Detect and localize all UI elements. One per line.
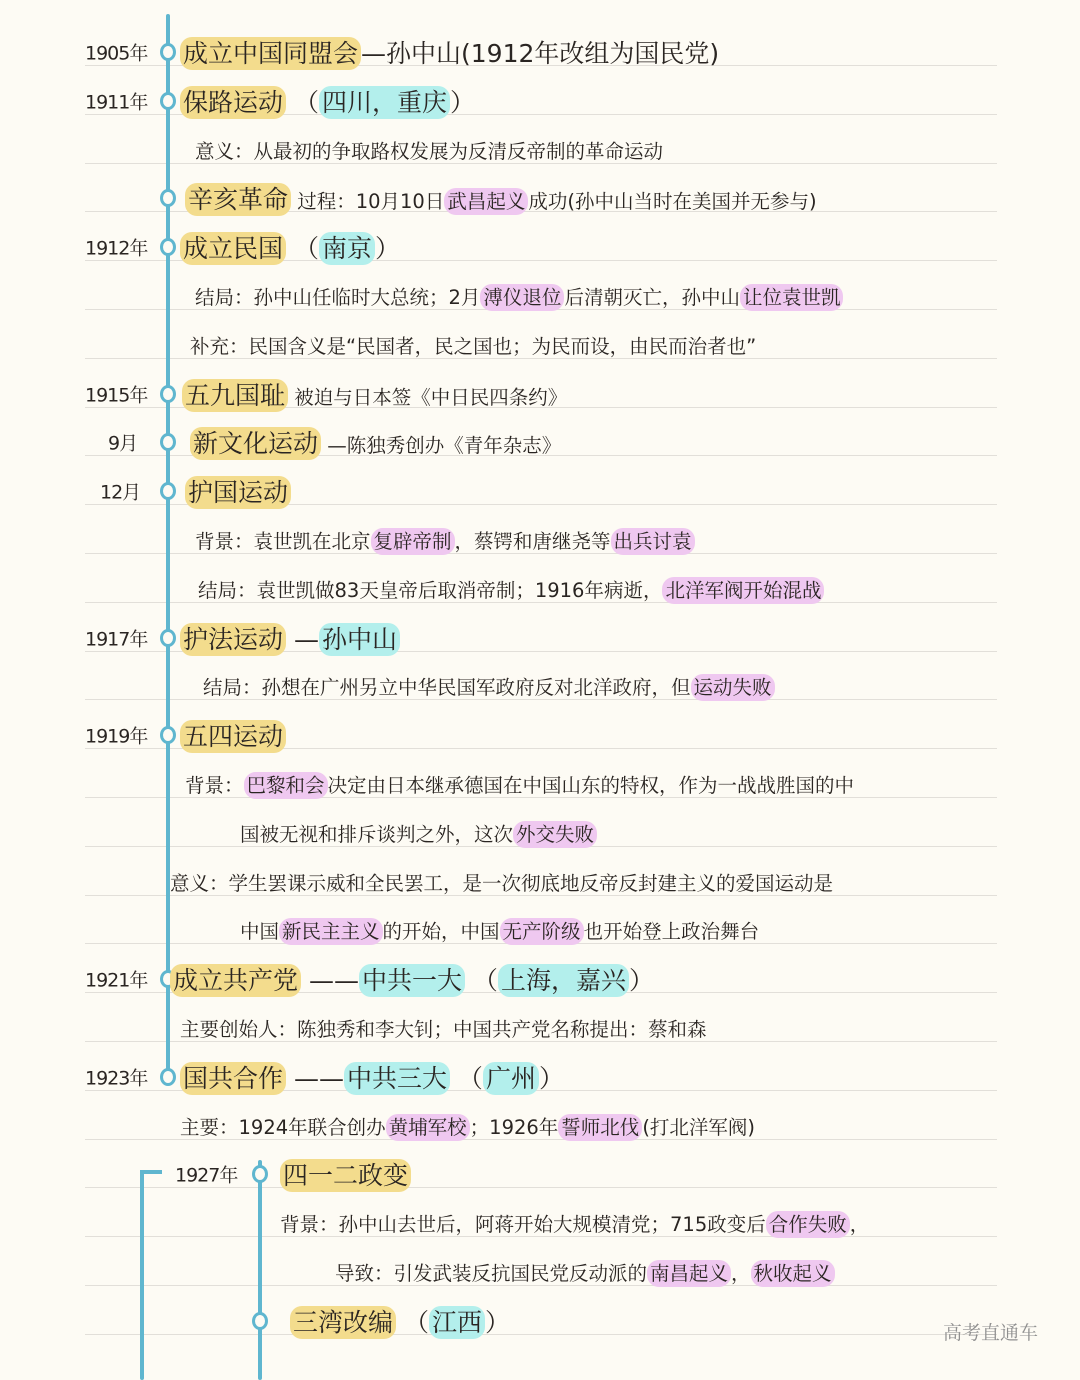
timeline-event xyxy=(180,1059,564,1095)
timeline-node-icon xyxy=(160,433,176,451)
event-title: 护国运动 xyxy=(185,476,291,509)
note-text: 决定由日本继承德国在中国山东的特权，作为一战战胜国的中 xyxy=(327,774,855,797)
event-note xyxy=(240,819,597,847)
note-text: ， xyxy=(731,1262,751,1285)
note-text: （ xyxy=(286,87,319,117)
note-text: —陈独秀创办《青年杂志》 xyxy=(321,434,562,458)
highlighted-term: 出兵讨袁 xyxy=(611,528,695,555)
event-note xyxy=(185,770,854,798)
watermark: 高考直通车 xyxy=(943,1322,1039,1344)
note-text: 意义：从最初的争取路权发展为反清反帝制的革命运动 xyxy=(195,139,664,163)
note-text: 结局：孙想在广州另立中华民国军政府反对北洋政府，但 xyxy=(203,676,691,700)
highlighted-term: 合作失败 xyxy=(766,1211,850,1238)
timeline-event xyxy=(180,717,286,753)
timeline-date: 1917年 xyxy=(85,628,148,651)
note-text: 结局：孙中山任临时大总统；2月 xyxy=(195,286,481,309)
note-text: 主要：1924年联合创办 xyxy=(180,1115,386,1139)
timeline-node-icon xyxy=(160,92,176,110)
timeline-event xyxy=(185,473,291,509)
event-title: 四一二政变 xyxy=(280,1159,411,1192)
timeline-date: 1915年 xyxy=(85,384,148,407)
timeline-date: 1912年 xyxy=(85,237,148,260)
event-note xyxy=(180,1014,707,1042)
note-text: 后清朝灭亡，孙中山 xyxy=(564,286,740,309)
timeline-event xyxy=(180,620,400,656)
timeline-node-icon xyxy=(160,1068,176,1086)
note-text: ） xyxy=(374,234,400,264)
event-note xyxy=(195,526,695,554)
event-title: 保路运动 xyxy=(180,86,286,119)
highlighted-term: 新民主主义 xyxy=(279,918,383,945)
note-text: （ xyxy=(449,1063,483,1093)
timeline-event xyxy=(180,34,719,70)
note-text: — xyxy=(286,624,319,654)
event-note xyxy=(203,672,775,700)
note-text: —— xyxy=(301,966,359,996)
timeline-event xyxy=(290,1303,510,1339)
timeline-date: 1927年 xyxy=(175,1164,238,1187)
note-text: ） xyxy=(628,966,654,996)
timeline-date: 1923年 xyxy=(85,1067,148,1090)
note-text: —孙中山(1912年改组为国民党) xyxy=(361,39,720,68)
note-text: 也开始登上政治舞台 xyxy=(583,920,760,944)
event-title: 成立民国 xyxy=(180,232,286,265)
timeline-date: 9月 xyxy=(108,432,138,455)
event-title: 护法运动 xyxy=(180,623,286,656)
note-text: 过程：10月10日 xyxy=(291,190,445,214)
note-text: 成功(孙中山当时在美国并无参与) xyxy=(528,190,817,214)
timeline-date: 1905年 xyxy=(85,42,148,65)
note-text: （ xyxy=(286,234,319,264)
highlighted-term: 无产阶级 xyxy=(500,918,584,945)
note-text: 背景：孙中山去世后，阿蒋开始大规模清党；715政变后 xyxy=(280,1213,766,1237)
event-note xyxy=(240,916,759,944)
ruled-line xyxy=(85,1334,997,1335)
highlighted-term: 复辟帝制 xyxy=(371,528,455,555)
note-text: (打北洋军阀) xyxy=(642,1115,756,1139)
note-text: 背景： xyxy=(185,774,244,797)
timeline-node-icon xyxy=(160,629,176,647)
note-text: 补充：民国含义是“民国者，民之国也；为民而设，由民而治者也” xyxy=(190,334,757,358)
highlighted-term: 南京 xyxy=(319,232,375,265)
event-title: 辛亥革命 xyxy=(185,183,291,216)
timeline-node-icon xyxy=(160,726,176,744)
timeline-node-icon xyxy=(160,189,176,207)
note-text: —— xyxy=(286,1063,344,1093)
timeline-event xyxy=(180,83,475,119)
note-text: （ xyxy=(464,966,498,996)
timeline-event xyxy=(182,376,567,412)
timeline-date: 1911年 xyxy=(85,91,148,114)
event-note xyxy=(280,1209,869,1237)
highlighted-term: 孙中山 xyxy=(319,623,400,656)
note-text: ；1926年 xyxy=(469,1115,559,1139)
event-note xyxy=(195,282,843,310)
highlighted-term: 江西 xyxy=(429,1306,485,1339)
note-text: 被迫与日本签《中日民四条约》 xyxy=(288,385,568,409)
note-text: ） xyxy=(449,87,475,117)
note-text: 中国 xyxy=(240,920,280,944)
highlighted-term: 运动失败 xyxy=(691,674,775,701)
event-note xyxy=(180,1112,755,1140)
note-text: ） xyxy=(484,1307,510,1337)
highlighted-term: 誓师北伐 xyxy=(558,1114,642,1141)
highlighted-term: 秋收起义 xyxy=(751,1260,835,1287)
event-title: 成立共产党 xyxy=(170,964,301,997)
note-text: 导致：引发武装反抗国民党反动派的 xyxy=(335,1262,648,1285)
branch-timeline-outer xyxy=(140,1170,144,1380)
event-note xyxy=(190,331,756,359)
event-title: 新文化运动 xyxy=(190,427,321,460)
note-text: 意义：学生罢课示威和全民罢工，是一次彻底地反帝反封建主义的爱国运动是 xyxy=(170,871,834,895)
highlighted-term: 上海，嘉兴 xyxy=(498,964,629,997)
highlighted-term: 广州 xyxy=(483,1062,539,1095)
highlighted-term: 武昌起义 xyxy=(444,188,528,215)
highlighted-term: 外交失败 xyxy=(513,821,597,848)
highlighted-term: 中共三大 xyxy=(344,1062,450,1095)
event-title: 五四运动 xyxy=(180,720,286,753)
note-text: ，蔡锷和唐继尧等 xyxy=(454,530,611,553)
highlighted-term: 中共一大 xyxy=(359,964,465,997)
highlighted-term: 北洋军阀开始混战 xyxy=(662,577,824,604)
note-text: 结局：袁世凯做83天皇帝后取消帝制；1916年病逝， xyxy=(198,578,663,602)
event-note xyxy=(335,1258,835,1286)
highlighted-term: 四川，重庆 xyxy=(319,86,450,119)
branch-timeline-inner xyxy=(258,1160,262,1380)
highlighted-term: 南昌起义 xyxy=(647,1260,731,1287)
timeline-event xyxy=(280,1156,411,1192)
timeline-date: 1921年 xyxy=(85,969,148,992)
main-timeline xyxy=(166,14,170,1080)
note-text: ， xyxy=(849,1213,870,1237)
event-note xyxy=(195,136,663,164)
note-text: 的开始，中国 xyxy=(382,920,500,944)
note-text: 主要创始人：陈独秀和李大钊；中国共产党名称提出：蔡和森 xyxy=(180,1018,707,1041)
event-title: 成立中国同盟会 xyxy=(180,37,361,70)
timeline-event xyxy=(190,424,561,460)
timeline-node-icon xyxy=(252,1312,268,1330)
timeline-node-icon xyxy=(160,43,176,61)
timeline-node-icon xyxy=(160,385,176,403)
timeline-node-icon xyxy=(252,1165,268,1183)
event-note xyxy=(198,575,824,603)
event-title: 三湾改编 xyxy=(290,1306,396,1339)
highlighted-term: 黄埔军校 xyxy=(386,1114,470,1141)
note-text: ） xyxy=(538,1063,564,1093)
event-title: 五九国耻 xyxy=(182,379,288,412)
timeline-event xyxy=(185,180,817,216)
highlighted-term: 让位袁世凯 xyxy=(740,284,844,311)
timeline-event xyxy=(180,229,400,265)
timeline-date: 1919年 xyxy=(85,725,148,748)
note-text: 背景：袁世凯在北京 xyxy=(195,530,371,553)
note-text: （ xyxy=(396,1307,429,1337)
timeline-event xyxy=(170,961,654,997)
timeline-node-icon xyxy=(160,238,176,256)
highlighted-term: 溥仪退位 xyxy=(480,284,564,311)
event-note xyxy=(170,868,833,896)
timeline-date: 12月 xyxy=(100,481,141,504)
timeline-node-icon xyxy=(160,482,176,500)
highlighted-term: 巴黎和会 xyxy=(244,772,328,799)
note-text: 国被无视和排斥谈判之外，这次 xyxy=(240,822,514,846)
event-title: 国共合作 xyxy=(180,1062,286,1095)
